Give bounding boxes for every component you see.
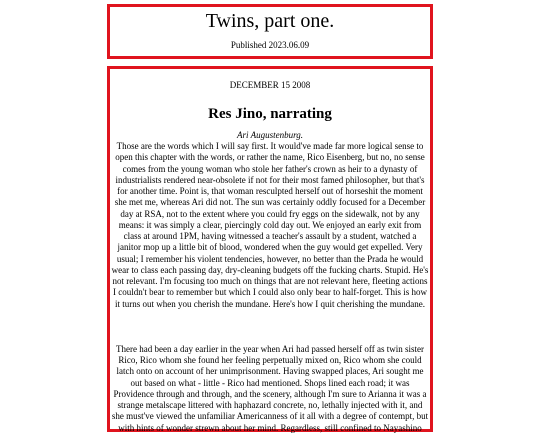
paragraph-2: There had been a day earlier in the year when Ari had passed herself off as twin sister Rico, Rico whom she found her feeling perpetually mixed on, Rico whom she could latch onto on account of her unimprisonment. Having swapped places, Ari sought me out based on what - little - Rico had mentioned. Shops lined each road; it was Providence through and through, and the scenery, although I'm sure to Arianna it was a strange metalscape littered with haphazard concrete, no, lethally injected with it, and she must've viewed the unfamiliar Americanness of it all with a degree of contempt, but with hints of wonder strewn about her mind. Regardless, still confined to Nayashino [111, 343, 429, 433]
attribution-line: Ari Augustenburg. [236, 130, 303, 140]
chapter-content [107, 66, 433, 432]
page-title: Twins, part one. [205, 10, 335, 32]
chapter-date: DECEMBER 15 2008 [229, 80, 311, 90]
publish-date: Published 2023.06.09 [230, 40, 310, 50]
post-header [107, 4, 433, 59]
paragraph-1: Those are the words which I will say first. It would've made far more logical sense to open this chapter with the words, or rather the name, Rico Eisenberg, but no, no sense comes from the young woman who stole her father's crown as heir to a dynasty of industrialists rendered near-obsolete if not for their most famed philosopher, but that's for another time. Point is, that woman resculpted herself out of horseshit the moment she met me, whereas Ari did not. The sun was certainly oddly focused for a December day at RSA, not to the extent where you could fry eggs on the sidewalk, not by any means: it was simply a clear, piercingly cold day out. We enjoyed an early exit from class at around 1PM, having witnessed a teacher's assault by a student, watched a janitor mop up a little bit of blood, wondered when the guy would get expelled. Very usual; I remember his violent tendencies, however, no better than the Prada he would wear to class each passing day, dry-cleaning budgets off the fucking charts. Stupid. He's not relevant. I'm focusing too much on things that are not relevant here, fleeting actions I couldn't bear to remember but which I could also only bear to half-forget. This is how it turns out when you cherish the mundane. Here's how I quit cherishing the mundane. [111, 141, 429, 309]
paragraph-spacer [110, 310, 430, 344]
narrator-heading: Res Jino, narrating [208, 106, 332, 122]
